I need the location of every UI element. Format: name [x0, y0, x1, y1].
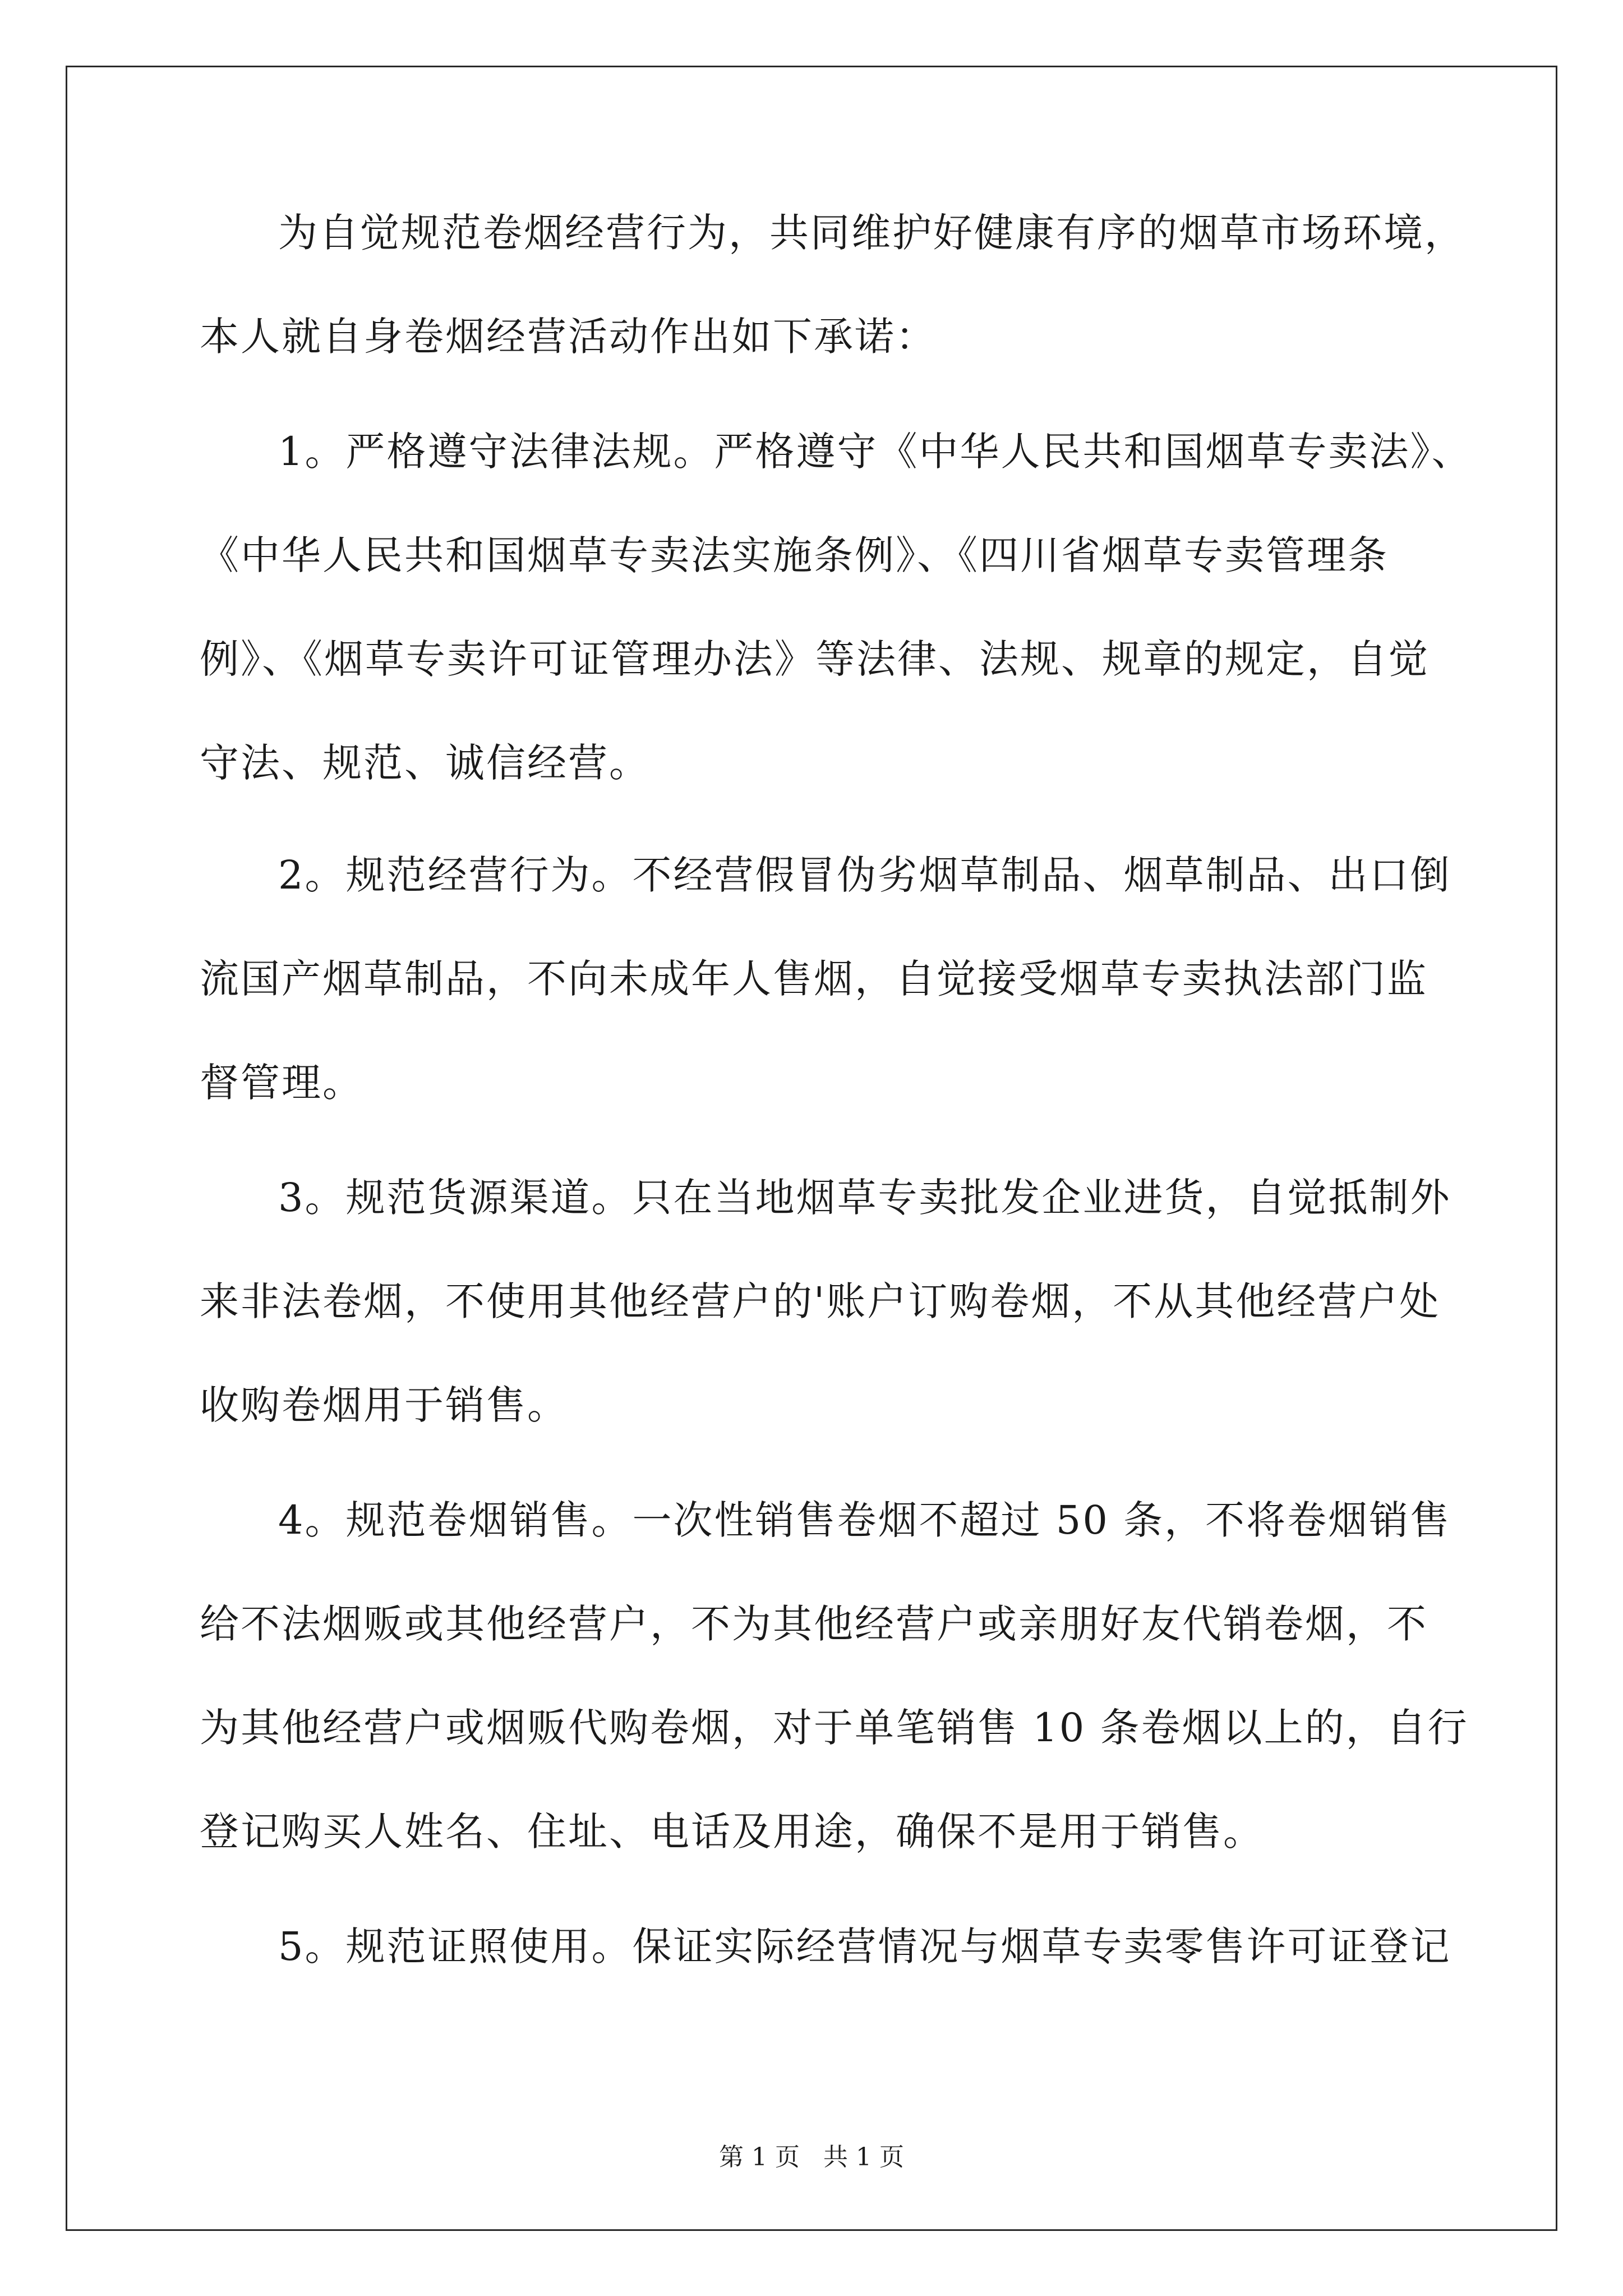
paragraph-1-line-3: 例》、《烟草专卖许可证管理办法》等法律、法规、规章的规定，自觉: [200, 636, 1430, 682]
paragraph-3-line-3: 收购卷烟用于销售。: [200, 1382, 568, 1428]
paragraph-1-line-4: 守法、规范、诚信经营。: [200, 740, 650, 786]
page-border: [66, 66, 1557, 2231]
paragraph-4-line-4: 登记购买人姓名、住址、电话及用途，确保不是用于销售。: [200, 1809, 1264, 1855]
paragraph-4-line-2: 给不法烟贩或其他经营户，不为其他经营户或亲朋好友代销卷烟，不: [200, 1601, 1428, 1647]
paragraph-1-line-2: 《中华人民共和国烟草专卖法实施条例》、《四川省烟草专卖管理条: [200, 532, 1389, 578]
paragraph-intro-line-1: 为自觉规范卷烟经营行为，共同维护好健康有序的烟草市场环境，: [278, 210, 1465, 256]
paragraph-3-line-1: 3。规范货源渠道。只在当地烟草专卖批发企业进货，自觉抵制外: [278, 1175, 1451, 1221]
paragraph-2-line-2: 流国产烟草制品，不向未成年人售烟，自觉接受烟草专卖执法部门监: [200, 956, 1428, 1002]
paragraph-4-line-1: 4。规范卷烟销售。一次性销售卷烟不超过 50 条，不将卷烟销售: [278, 1497, 1451, 1543]
paragraph-2-line-3: 督管理。: [200, 1060, 363, 1106]
paragraph-5-line-1: 5。规范证照使用。保证实际经营情况与烟草专卖零售许可证登记: [278, 1924, 1451, 1970]
paragraph-3-line-2: 来非法卷烟，不使用其他经营户的'账户订购卷烟，不从其他经营户处: [200, 1278, 1441, 1324]
paragraph-2-line-1: 2。规范经营行为。不经营假冒伪劣烟草制品、烟草制品、出口倒: [278, 852, 1451, 898]
paragraph-4-line-3: 为其他经营户或烟贩代购卷烟，对于单笔销售 10 条卷烟以上的，自行: [200, 1705, 1469, 1751]
page-footer: 第 1 页 共 1 页: [719, 2143, 904, 2171]
paragraph-intro-line-2: 本人就自身卷烟经营活动作出如下承诺：: [200, 314, 937, 360]
paragraph-1-line-1: 1。严格遵守法律法规。严格遵守《中华人民共和国烟草专卖法》、: [278, 429, 1473, 475]
